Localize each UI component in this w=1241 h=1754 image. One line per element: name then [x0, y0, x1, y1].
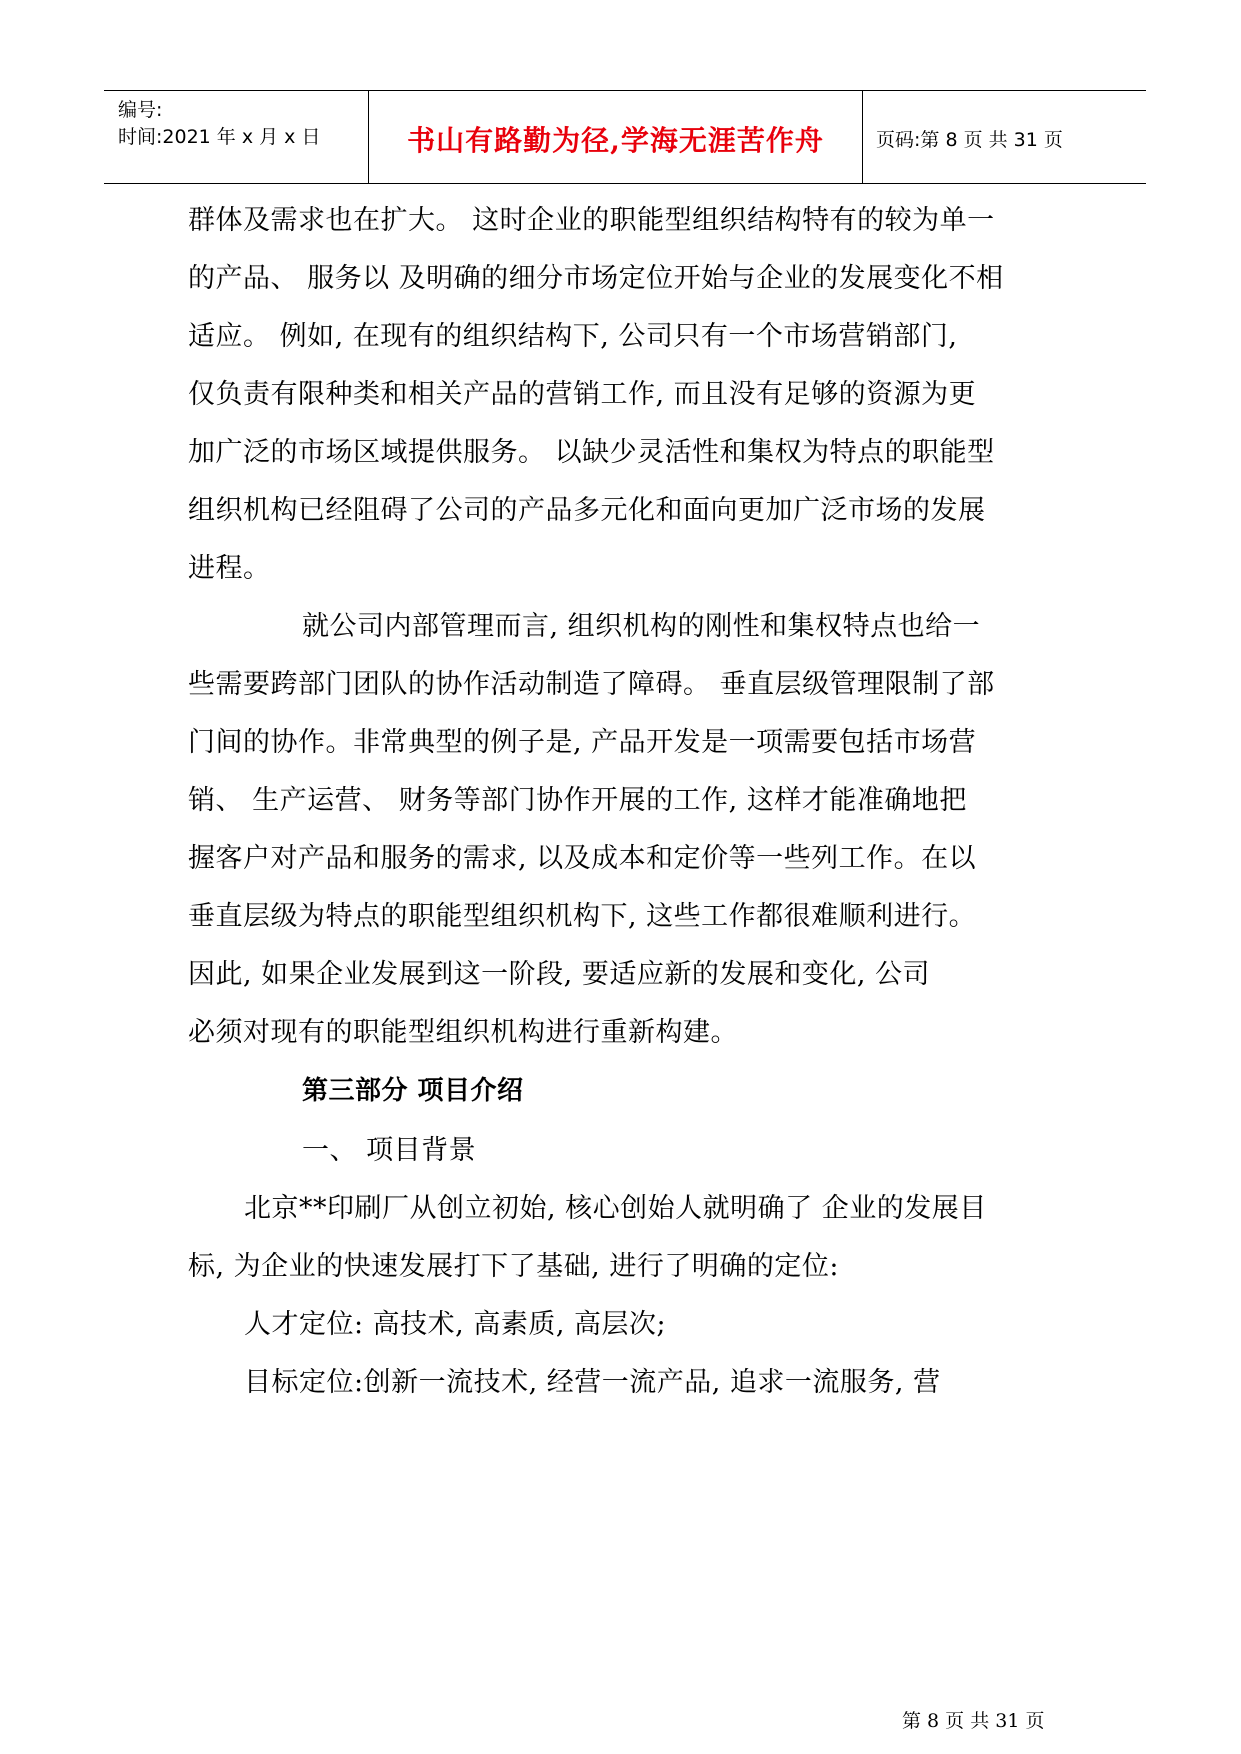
body-line: 门间的协作。非常典型的例子是, 产品开发是一项需要包括市场营	[188, 727, 977, 758]
body-line: 必须对现有的职能型组织机构进行重新构建。	[188, 1017, 738, 1048]
header-page-number: 页码:第 8 页 共 31 页	[876, 129, 1063, 151]
paragraph-first-line: 就公司内部管理而言, 组织机构的刚性和集权特点也给一	[302, 611, 981, 642]
header-motto-cell	[369, 91, 863, 183]
body-line: 垂直层级为特点的职能型组织机构下, 这些工作都很难顺利进行。	[188, 901, 977, 932]
body-line: 标, 为企业的快速发展打下了基础, 进行了明确的定位:	[188, 1251, 839, 1282]
body-line: 群体及需求也在扩大。 这时企业的职能型组织结构特有的较为单一	[188, 205, 995, 236]
document-time-label: 时间:2021 年 x 月 x 日	[118, 126, 321, 148]
body-line: 仅负责有限种类和相关产品的营销工作, 而且没有足够的资源为更	[188, 379, 977, 410]
body-line: 的产品、 服务以 及明确的细分市场定位开始与企业的发展变化不相	[188, 263, 1004, 294]
body-line: 组织机构已经阻碍了公司的产品多元化和面向更加广泛市场的发展	[188, 495, 986, 526]
body-line: 销、 生产运营、 财务等部门协作开展的工作, 这样才能准确地把	[188, 785, 967, 816]
subsection-title: 一、 项目背景	[302, 1135, 477, 1166]
body-line: 目标定位:创新一流技术, 经营一流产品, 追求一流服务, 营	[244, 1367, 941, 1398]
body-line: 些需要跨部门团队的协作活动制造了障碍。 垂直层级管理限制了部	[188, 669, 995, 700]
document-number-label: 编号:	[118, 99, 163, 121]
header-motto: 书山有路勤为径,学海无涯苦作舟	[407, 124, 824, 157]
page-header	[104, 90, 1146, 184]
body-line: 人才定位: 高技术, 高素质, 高层次;	[244, 1309, 667, 1340]
body-line: 适应。 例如, 在现有的组织结构下, 公司只有一个市场营销部门,	[188, 321, 958, 352]
body-line: 因此, 如果企业发展到这一阶段, 要适应新的发展和变化, 公司	[188, 959, 930, 990]
section-title: 第三部分 项目介绍	[302, 1076, 524, 1106]
header-page-cell	[864, 91, 1146, 183]
header-meta-cell	[104, 91, 369, 183]
body-line: 握客户对产品和服务的需求, 以及成本和定价等一些列工作。在以	[188, 843, 977, 874]
body-line: 加广泛的市场区域提供服务。 以缺少灵活性和集权为特点的职能型	[188, 437, 995, 468]
body-line: 进程。	[188, 553, 271, 584]
footer-page-number: 第 8 页 共 31 页	[902, 1710, 1045, 1732]
paragraph-first-line: 北京**印刷厂从创立初始, 核心创始人就明确了 企业的发展目	[244, 1193, 987, 1224]
